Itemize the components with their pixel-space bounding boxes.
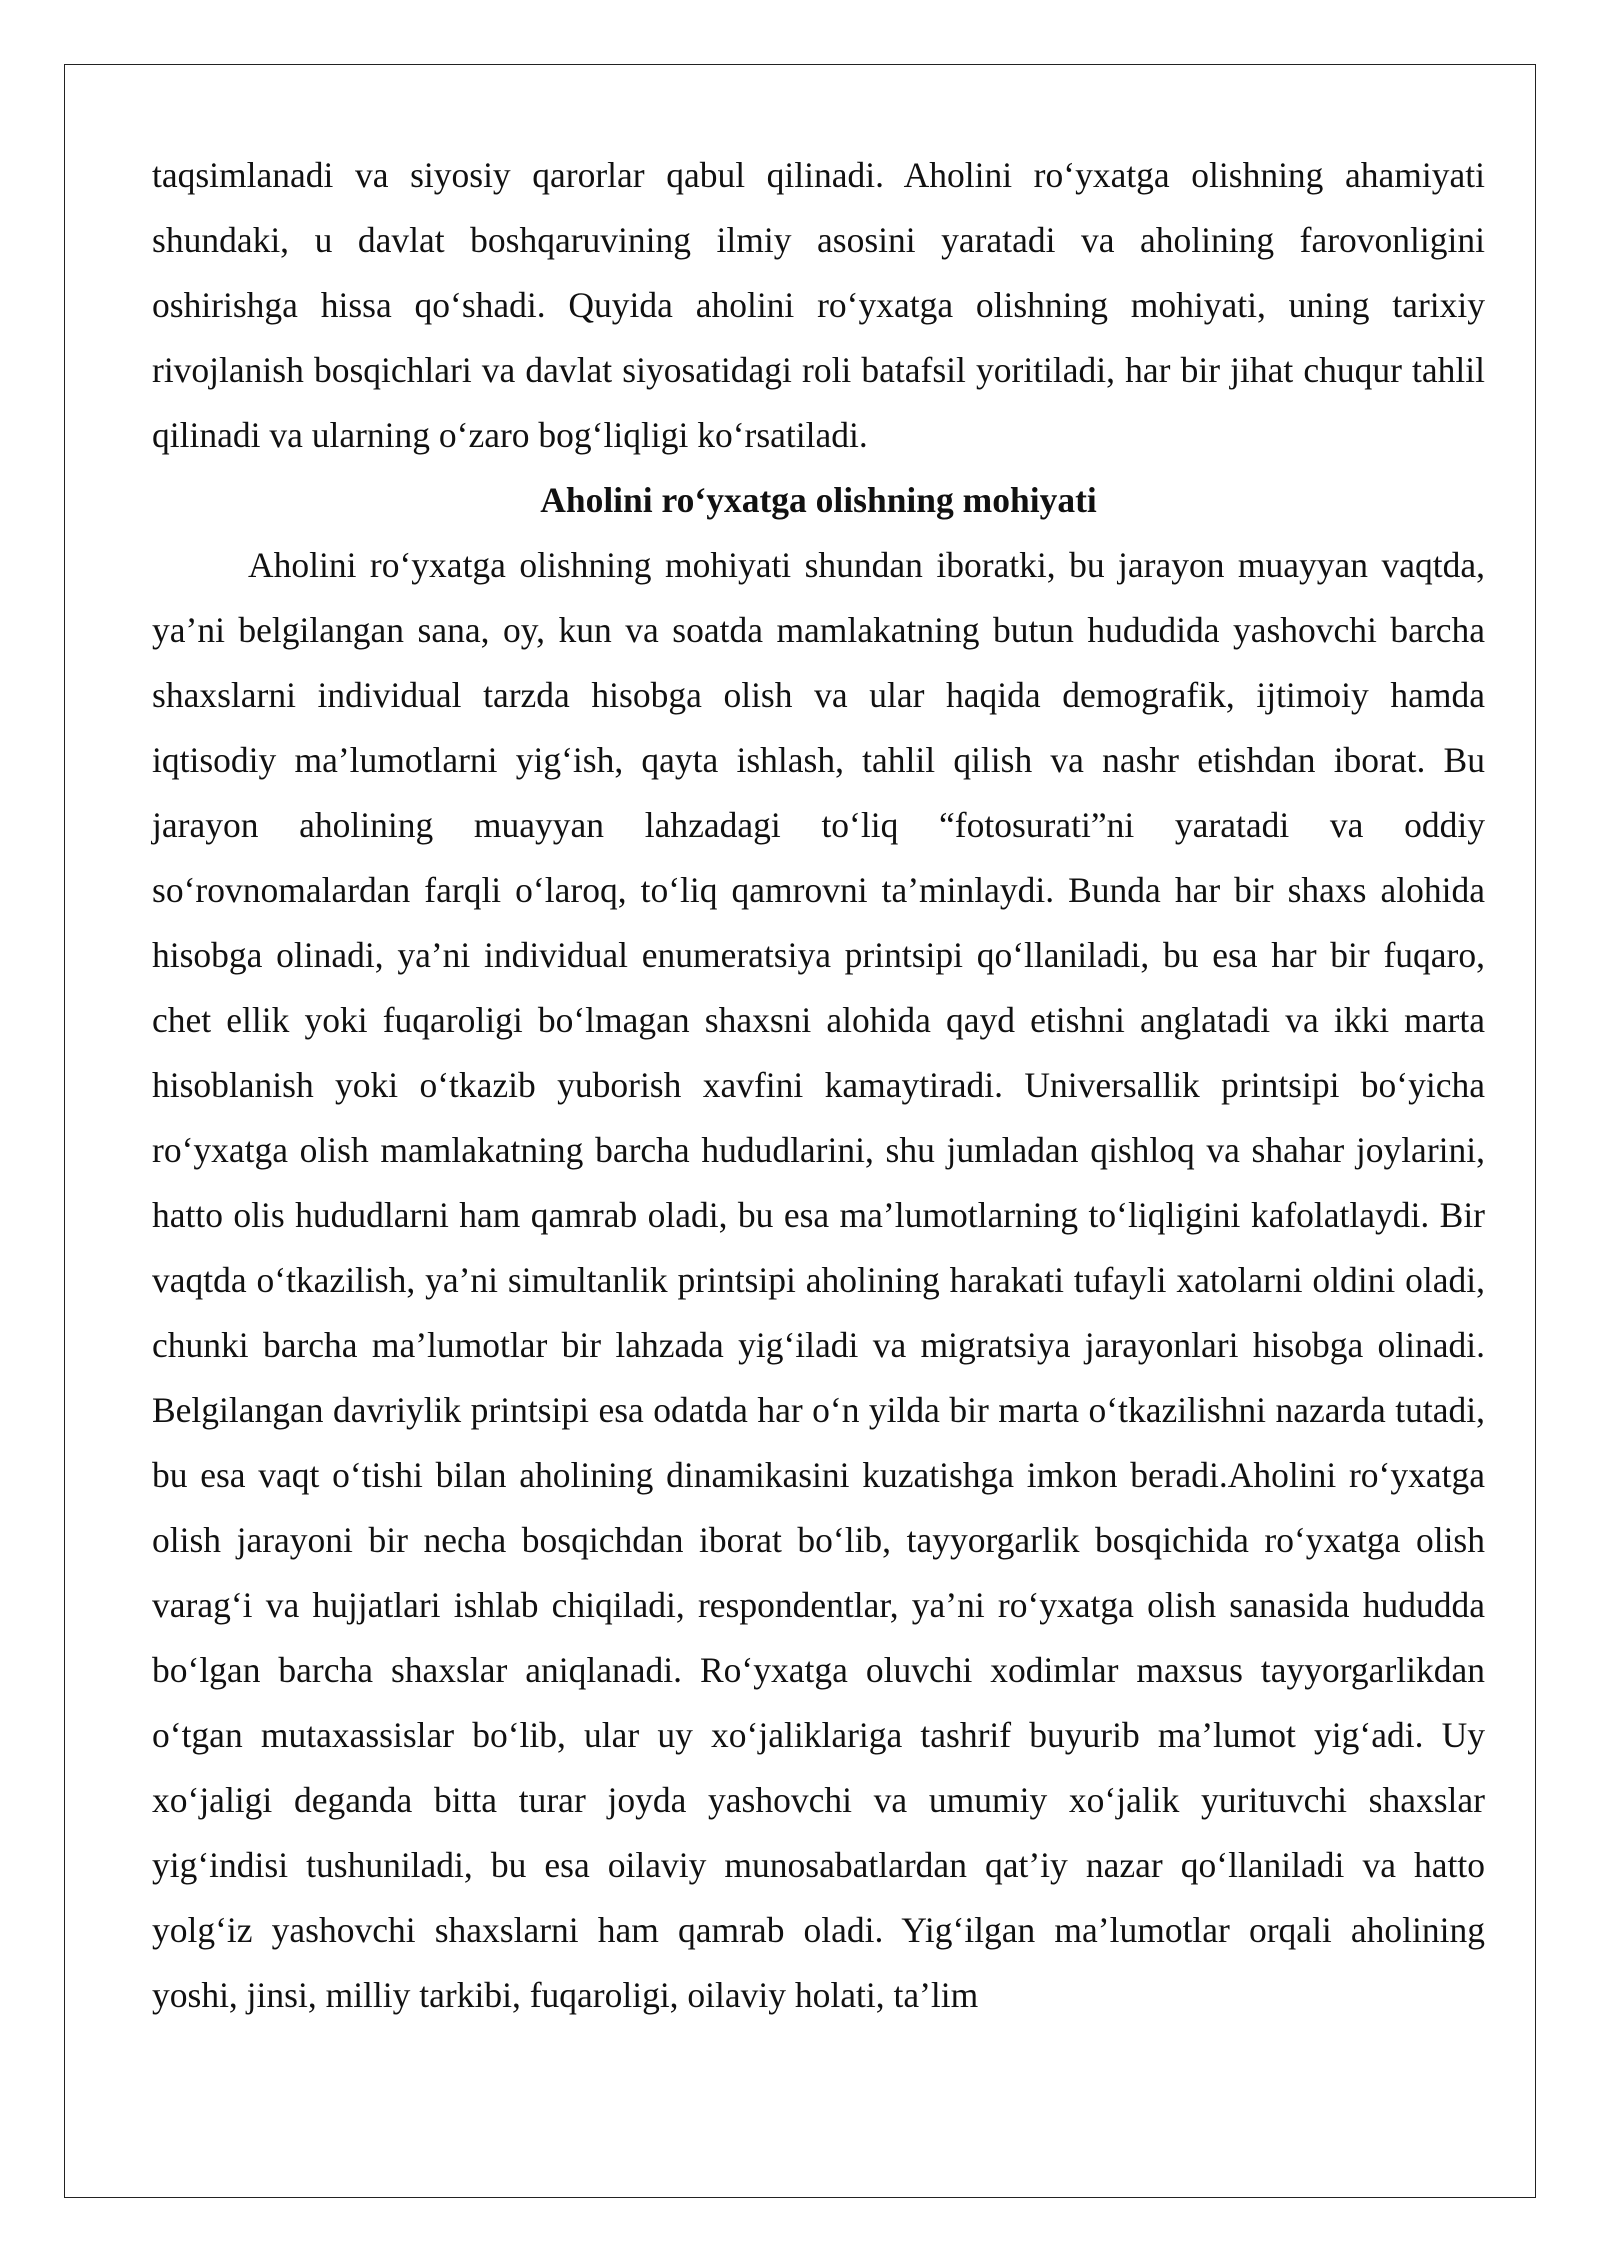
intro-paragraph: taqsimlanadi va siyosiy qarorlar qabul qilinadi. Aholini ro‘yxatga olishning ahamiyati shundaki, u davlat boshqaruvining ilmiy asosini yaratadi va aholining farovonligini oshirishga hissa qo‘shadi. Quyida aholini ro‘yxatga olishning mohiyati, uning tarixiy rivojlanish bosqichlari va davlat siyosatidagi roli batafsil yoritiladi, har bir jihat chuqur tahlil qilinadi va ularning o‘zaro bog‘liqligi ko‘rsatiladi. [152,155,1485,455]
section-heading: Aholini ro‘yxatga olishning mohiyati [540,480,1097,520]
body-paragraph: Aholini ro‘yxatga olishning mohiyati shundan iboratki, bu jarayon muayyan vaqtda, ya’ni belgilangan sana, oy, kun va soatda mamlakatning butun hududida yashovchi barcha shaxslarni individual tarzda hisobga olish va ular haqida demografik, ijtimoiy hamda iqtisodiy ma’lumotlarni yig‘ish, qayta ishlash, tahlil qilish va nashr etishdan iborat. Bu jarayon aholining muayyan lahzadagi to‘liq “fotosurati”ni yaratadi va oddiy so‘rovnomalardan farqli o‘laroq, to‘liq qamrovni ta’minlaydi. Bunda har bir shaxs alohida hisobga olinadi, ya’ni individual enumeratsiya printsipi qo‘llaniladi, bu esa har bir fuqaro, chet ellik yoki fuqaroligi bo‘lmagan shaxsni alohida qayd etishni anglatadi va ikki marta hisoblanish yoki o‘tkazib yuborish xavfini kamaytiradi. Universallik printsipi bo‘yicha ro‘yxatga olish mamlakatning barcha hududlarini, shu jumladan qishloq va shahar joylarini, hatto olis hududlarni ham qamrab oladi, bu esa ma’lumotlarning to‘liqligini kafolatlaydi. Bir vaqtda o‘tkazilish, ya’ni simultanlik printsipi aholining harakati tufayli xatolarni oldini oladi, chunki barcha ma’lumotlar bir lahzada yig‘iladi va migratsiya jarayonlari hisobga olinadi. Belgilangan davriylik printsipi esa odatda har o‘n yilda bir marta o‘tkazilishni nazarda tutadi, bu esa vaqt o‘tishi bilan aholining dinamikasini kuzatishga imkon beradi.Aholini ro‘yxatga olish jarayoni bir necha bosqichdan iborat bo‘lib, tayyorgarlik bosqichida ro‘yxatga olish varag‘i va hujjatlari ishlab chiqiladi, respondentlar, ya’ni ro‘yxatga olish sanasida hududda bo‘lgan barcha shaxslar aniqlanadi. Ro‘yxatga oluvchi xodimlar maxsus tayyorgarlikdan o‘tgan mutaxassislar bo‘lib, ular uy xo‘jaliklariga tashrif buyurib ma’lumot yig‘adi. Uy xo‘jaligi deganda bitta turar joyda yashovchi va umumiy xo‘jalik yurituvchi shaxslar yig‘indisi tushuniladi, bu esa oilaviy munosabatlardan qat’iy nazar qo‘llaniladi va hatto yolg‘iz yashovchi shaxslarni ham qamrab oladi. Yig‘ilgan ma’lumotlar orqali aholining yoshi, jinsi, milliy tarkibi, fuqaroligi, oilaviy holati, ta’lim [152,545,1485,2015]
document-body [152,143,1485,2028]
